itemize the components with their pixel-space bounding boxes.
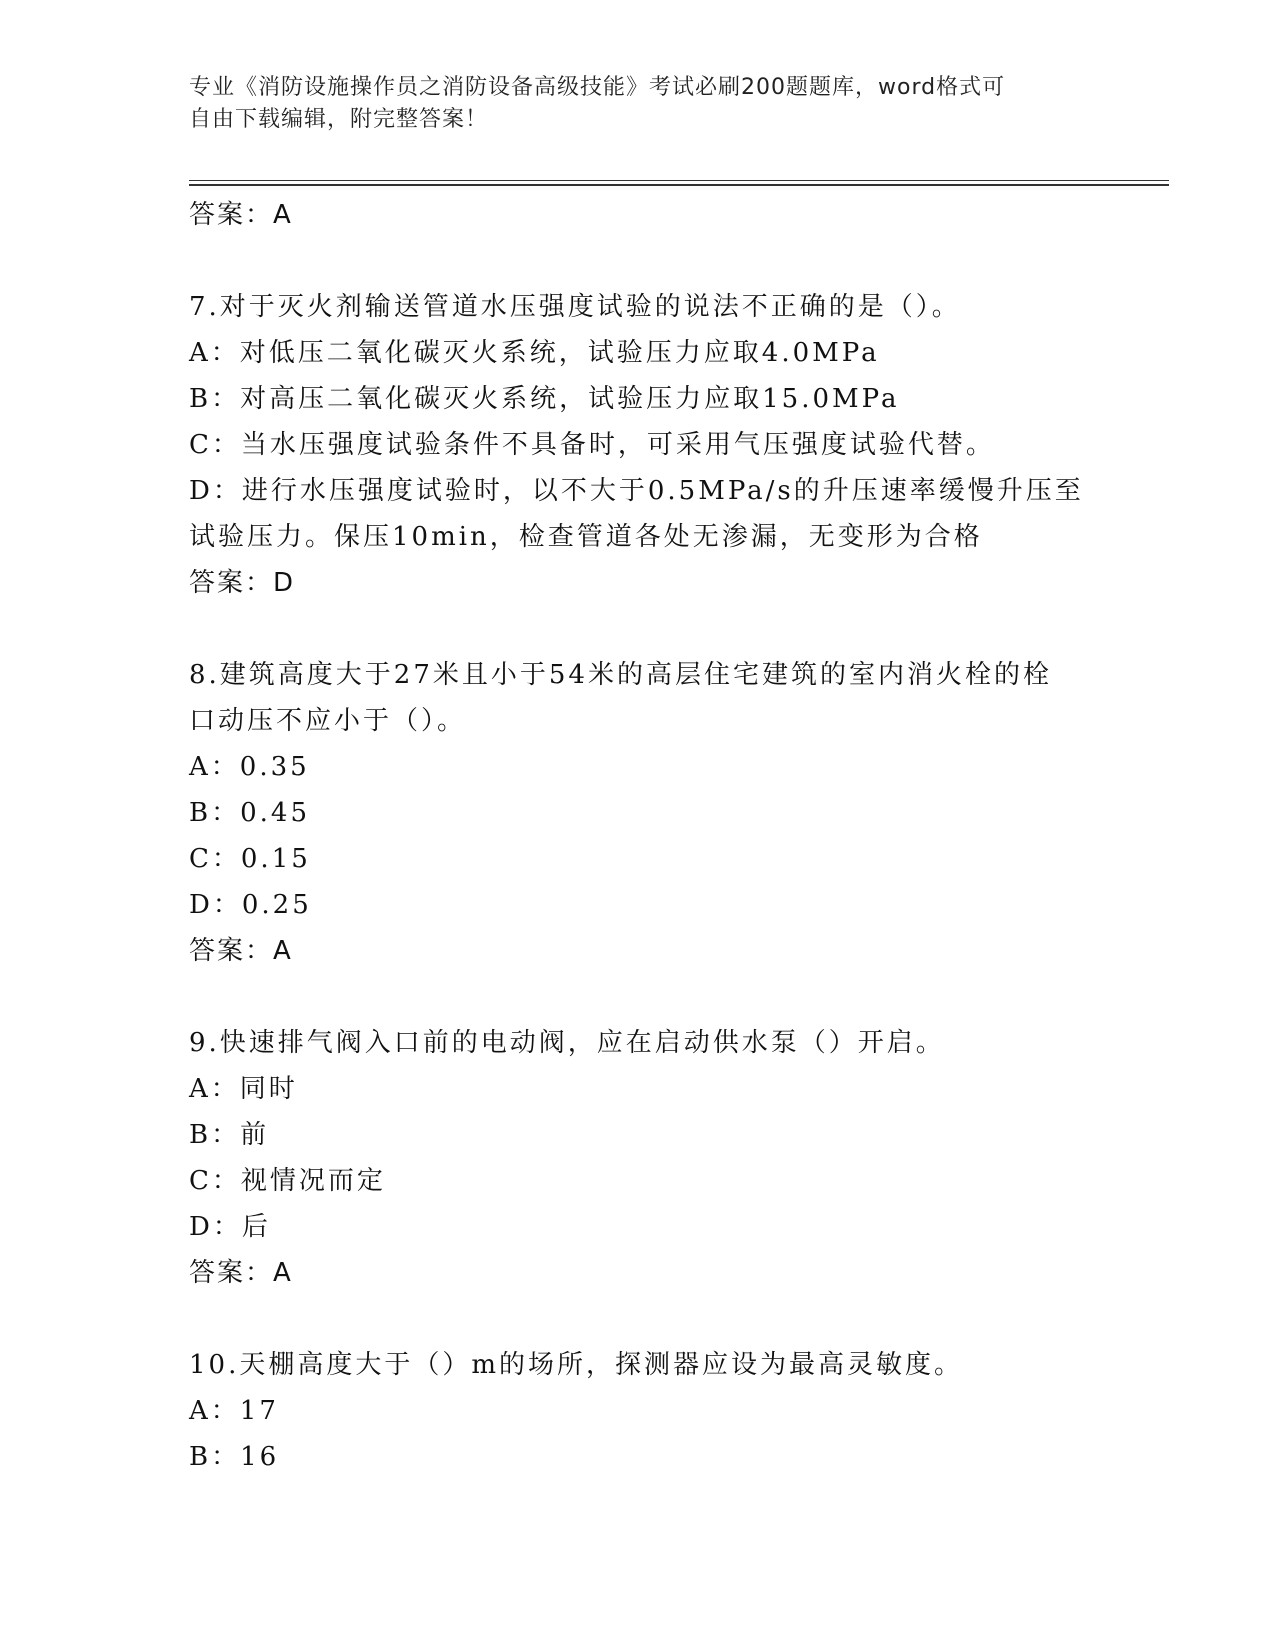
question-10 [189, 1342, 1089, 1480]
question-7-option-c: C：当水压强度试验条件不具备时，可采用气压强度试验代替。 [189, 430, 995, 460]
question-10-text: 10.天棚高度大于（）m的场所，探测器应设为最高灵敏度。 [189, 1350, 964, 1380]
question-9-option-d: D：后 [189, 1212, 271, 1242]
question-7-option-d-line-1: D：进行水压强度试验时，以不大于0.5MPa/s的升压速率缓慢升压至 [189, 476, 1084, 506]
question-9-option-c: C：视情况而定 [189, 1166, 386, 1196]
question-7-answer: 答案：D [189, 568, 296, 598]
question-8-option-d: D：0.25 [189, 890, 312, 920]
question-8-option-a: A：0.35 [189, 752, 310, 782]
question-8-text-line-2: 口动压不应小于（）。 [189, 706, 467, 736]
question-8-option-c: C：0.15 [189, 844, 311, 874]
question-9-option-b: B：前 [189, 1120, 270, 1150]
question-8-answer: 答案：A [189, 936, 293, 966]
question-9-answer: 答案：A [189, 1258, 293, 1288]
document-header [189, 72, 1069, 136]
question-9-text: 9.快速排气阀入口前的电动阀，应在启动供水泵（）开启。 [189, 1028, 945, 1058]
question-8-option-b: B：0.45 [189, 798, 310, 828]
question-7-option-d-line-2: 试验压力。保压10min，检查管道各处无渗漏，无变形为合格 [189, 522, 983, 552]
question-7 [189, 284, 1089, 606]
header-line-2: 自由下载编辑，附完整答案！ [189, 107, 489, 132]
header-divider-thick [189, 184, 1169, 186]
question-list [189, 192, 1089, 1480]
question-7-option-b: B：对高压二氧化碳灭火系统，试验压力应取15.0MPa [189, 384, 900, 414]
answer-previous: 答案：A [189, 200, 293, 230]
header-line-1: 专业《消防设施操作员之消防设备高级技能》考试必刷200题题库，word格式可 [189, 75, 1006, 100]
question-10-option-a: A：17 [189, 1396, 279, 1426]
question-9 [189, 1020, 1089, 1296]
question-7-text: 7.对于灭火剂输送管道水压强度试验的说法不正确的是（）。 [189, 292, 961, 322]
question-10-option-b: B：16 [189, 1442, 280, 1472]
question-9-option-a: A：同时 [189, 1074, 298, 1104]
question-8 [189, 652, 1089, 974]
header-divider-thin [189, 180, 1169, 181]
question-7-option-a: A：对低压二氧化碳灭火系统，试验压力应取4.0MPa [189, 338, 880, 368]
question-8-text-line-1: 8.建筑高度大于27米且小于54米的高层住宅建筑的室内消火栓的栓 [189, 660, 1052, 690]
